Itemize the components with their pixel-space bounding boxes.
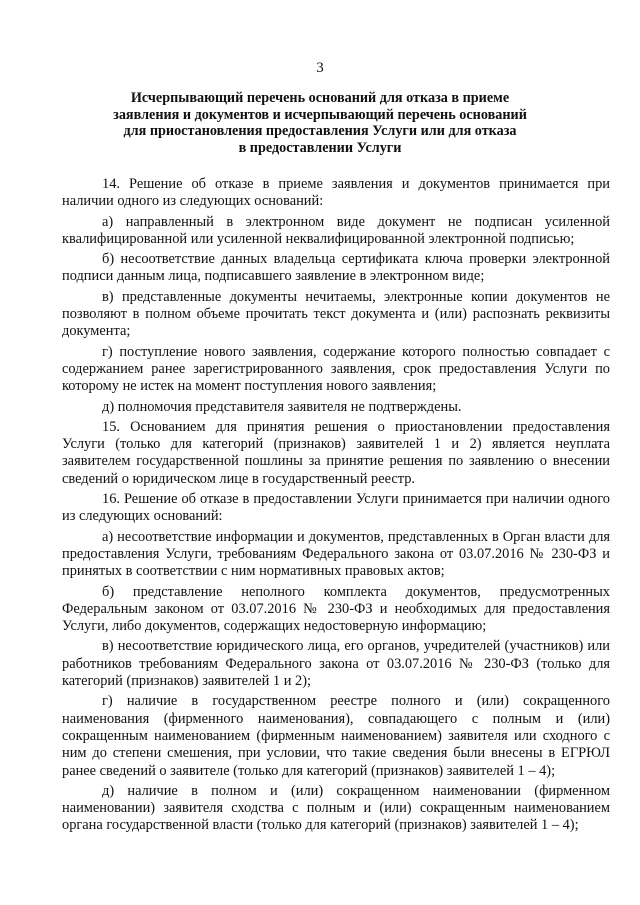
paragraph-14-a: а) направленный в электронном виде документ не подписан усиленной квалифицированной или усиленной неквалифицированной электронной подписью;	[62, 213, 610, 247]
paragraph-16-v: в) несоответствие юридического лица, его органов, учредителей (участников) или работников требованиям Федерального закона от 03.07.2016 № 230-ФЗ (только для категорий (признаков) заявителей 1 и 2);	[62, 638, 610, 690]
title-line-1: Исчерпывающий перечень оснований для отказа в приеме	[130, 90, 510, 106]
paragraph-15: 15. Основанием для принятия решения о приостановлении предоставления Услуги (только для категорий (признаков) заявителей 1 и 2) является неуплата заявителем государственной пошлины за принятие решения по заявлению о внесении сведений о юридическом лице в государственный реестр.	[62, 418, 610, 487]
paragraph-14-g: г) поступление нового заявления, содержание которого полностью совпадает с содержанием ранее зарегистрированного заявления, срок предоставления Услуги по которому не истек на момент поступления нового заявления;	[62, 343, 610, 395]
paragraph-16-a: а) несоответствие информации и документов, представленных в Орган власти для предоставления Услуги, требованиям Федерального закона от 03.07.2016 № 230-ФЗ и принятых в соответствии с ним нормативных правовых актов;	[62, 528, 610, 580]
paragraph-14-d: д) полномочия представителя заявителя не подтверждены.	[102, 398, 462, 415]
paragraph-16-g: г) наличие в государственном реестре полного и (или) сокращенного наименования (фирменного наименования), совпадающего с полным и (или) сокращенным наименованием (фирменным наименованием) заявителя или сходного с ним до степени смешения, при условии, что такие сведения были внесены в ЕГРЮЛ ранее сведений о заявителе (только для категорий (признаков) заявителей 1 – 4);	[62, 693, 610, 779]
paragraph-16-d: д) наличие в полном и (или) сокращенном наименовании (фирменном наименовании) заявителя сходства с полным и (или) сокращенным наименованием органа государственной власти (только для категорий (признаков) заявителей 1 – 4);	[62, 782, 610, 834]
document-body	[62, 176, 610, 838]
page-number: 3	[316, 60, 324, 76]
title-line-3: для приостановления предоставления Услуги или для отказа	[123, 123, 517, 139]
title-line-4: в предоставлении Услуги	[238, 139, 402, 156]
section-title	[100, 90, 540, 156]
paragraph-14-b: б) несоответствие данных владельца сертификата ключа проверки электронной подписи данным лица, подписавшего заявление в электронном виде;	[62, 251, 610, 285]
paragraph-14-v: в) представленные документы нечитаемы, электронные копии документов не позволяют в полном объеме прочитать текст документа и (или) распознать реквизиты документа;	[62, 288, 610, 340]
title-line-2: заявления и документов и исчерпывающий перечень оснований	[113, 106, 527, 123]
paragraph-14: 14. Решение об отказе в приеме заявления и документов принимается при наличии одного из следующих оснований:	[62, 176, 610, 210]
paragraph-16: 16. Решение об отказе в предоставлении Услуги принимается при наличии одного из следующих оснований:	[62, 491, 610, 525]
paragraph-16-b: б) представление неполного комплекта документов, предусмотренных Федеральным законом от 03.07.2016 № 230-ФЗ и необходимых для предоставления Услуги, либо документов, содержащих недостоверную информацию;	[62, 583, 610, 635]
